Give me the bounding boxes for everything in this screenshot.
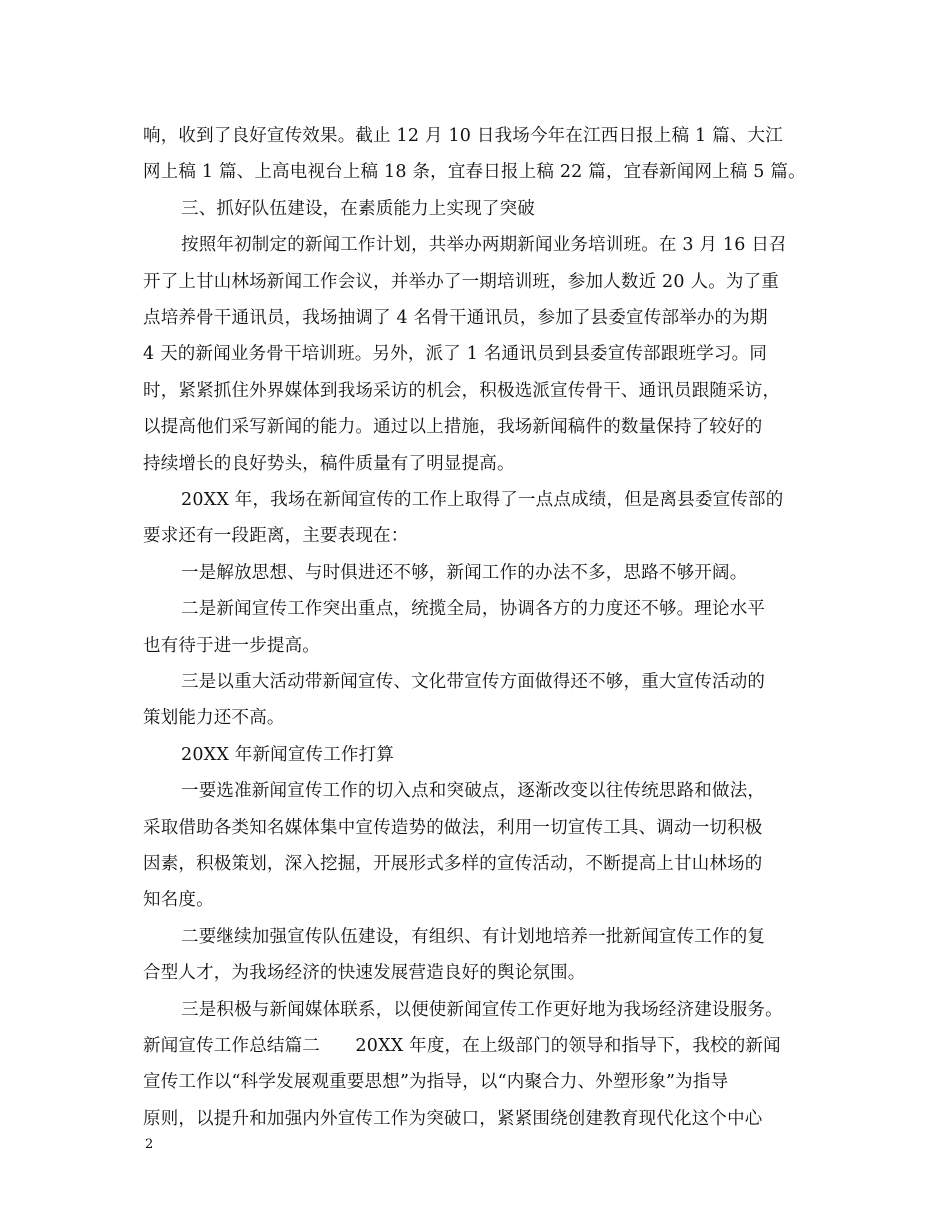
text-line: 三是积极与新闻媒体联系，以便使新闻宣传工作更好地为我场经济建设服务。 — [181, 999, 783, 1020]
text-line: 原则，以提升和加强内外宣传工作为突破口，紧紧围绕创建教育现代化这个中心 — [143, 1108, 763, 1129]
text-line: 时，紧紧抓住外界媒体到我场采访的机会，积极选派宣传骨干、通讯员跟随采访， — [143, 380, 781, 401]
text-line: 一要选准新闻宣传工作的切入点和突破点，逐渐改变以往传统思路和做法， — [181, 781, 766, 802]
text-line: 新闻宣传工作总结篇二 20XX 年度，在上级部门的领导和指导下，我校的新闻 — [143, 1036, 781, 1056]
text-line: 开了上甘山林场新闻工作会议，并举办了一期培训班，参加人数近 20 人。为了重 — [143, 271, 779, 292]
text-line: 20XX 年，我场在新闻宣传的工作上取得了一点点成绩，但是离县委宣传部的 — [181, 490, 784, 510]
text-line: 持续增长的良好势头，稿件质量有了明显提高。 — [143, 453, 515, 474]
text-line: 采取借助各类知名媒体集中宣传造势的做法，利用一切宣传工具、调动一切积极 — [143, 817, 763, 838]
text-line: 以提高他们采写新闻的能力。通过以上措施，我场新闻稿件的数量保持了较好的 — [143, 417, 763, 438]
text-line: 策划能力还不高。 — [143, 708, 285, 729]
text-line: 二要继续加强宣传队伍建设，有组织、有计划地培养一批新闻宣传工作的复 — [181, 926, 766, 947]
text-line: 按照年初制定的新闻工作计划，共举办两期新闻业务培训班。在 3 月 16 日召 — [181, 235, 787, 256]
text-line: 响，收到了良好宣传效果。截止 12 月 10 日我场今年在江西日报上稿 1 篇、大江 — [143, 126, 783, 146]
text-line: 二是新闻宣传工作突出重点，统揽全局，协调各方的力度还不够。理论水平 — [181, 599, 766, 620]
text-line: 三、抓好队伍建设，在素质能力上实现了突破 — [181, 198, 535, 219]
text-line: 要求还有一段距离，主要表现在： — [143, 526, 409, 547]
text-line: 合型人才，为我场经济的快速发展营造良好的舆论氛围。 — [143, 963, 586, 984]
text-line: 也有待于进一步提高。 — [143, 635, 320, 656]
text-line: 点培养骨干通讯员，我场抽调了 4 名骨干通讯员，参加了县委宣传部举办的为期 — [143, 308, 768, 328]
text-line: 4 天的新闻业务骨干培训班。另外，派了 1 名通讯员到县委宣传部跟班学习。同 — [143, 344, 768, 365]
text-line: 知名度。 — [143, 890, 214, 911]
text-line: 因素，积极策划，深入挖掘，开展形式多样的宣传活动，不断提高上甘山林场的 — [143, 854, 763, 874]
text-line: 20XX 年新闻宣传工作打算 — [181, 744, 395, 765]
text-line: 一是解放思想、与时俱进还不够，新闻工作的办法不多，思路不够开阔。 — [181, 562, 748, 583]
text-line: 网上稿 1 篇、上高电视台上稿 18 条，宜春日报上稿 22 篇，宜春新闻网上稿 5 篇。 — [143, 162, 806, 183]
text-line: 宣传工作以“科学发展观重要思想”为指导，以“内聚合力、外塑形象”为指导 — [143, 1072, 729, 1093]
text-line: 三是以重大活动带新闻宣传、文化带宣传方面做得还不够，重大宣传活动的 — [181, 672, 766, 692]
page-number: 2 — [145, 1137, 154, 1152]
